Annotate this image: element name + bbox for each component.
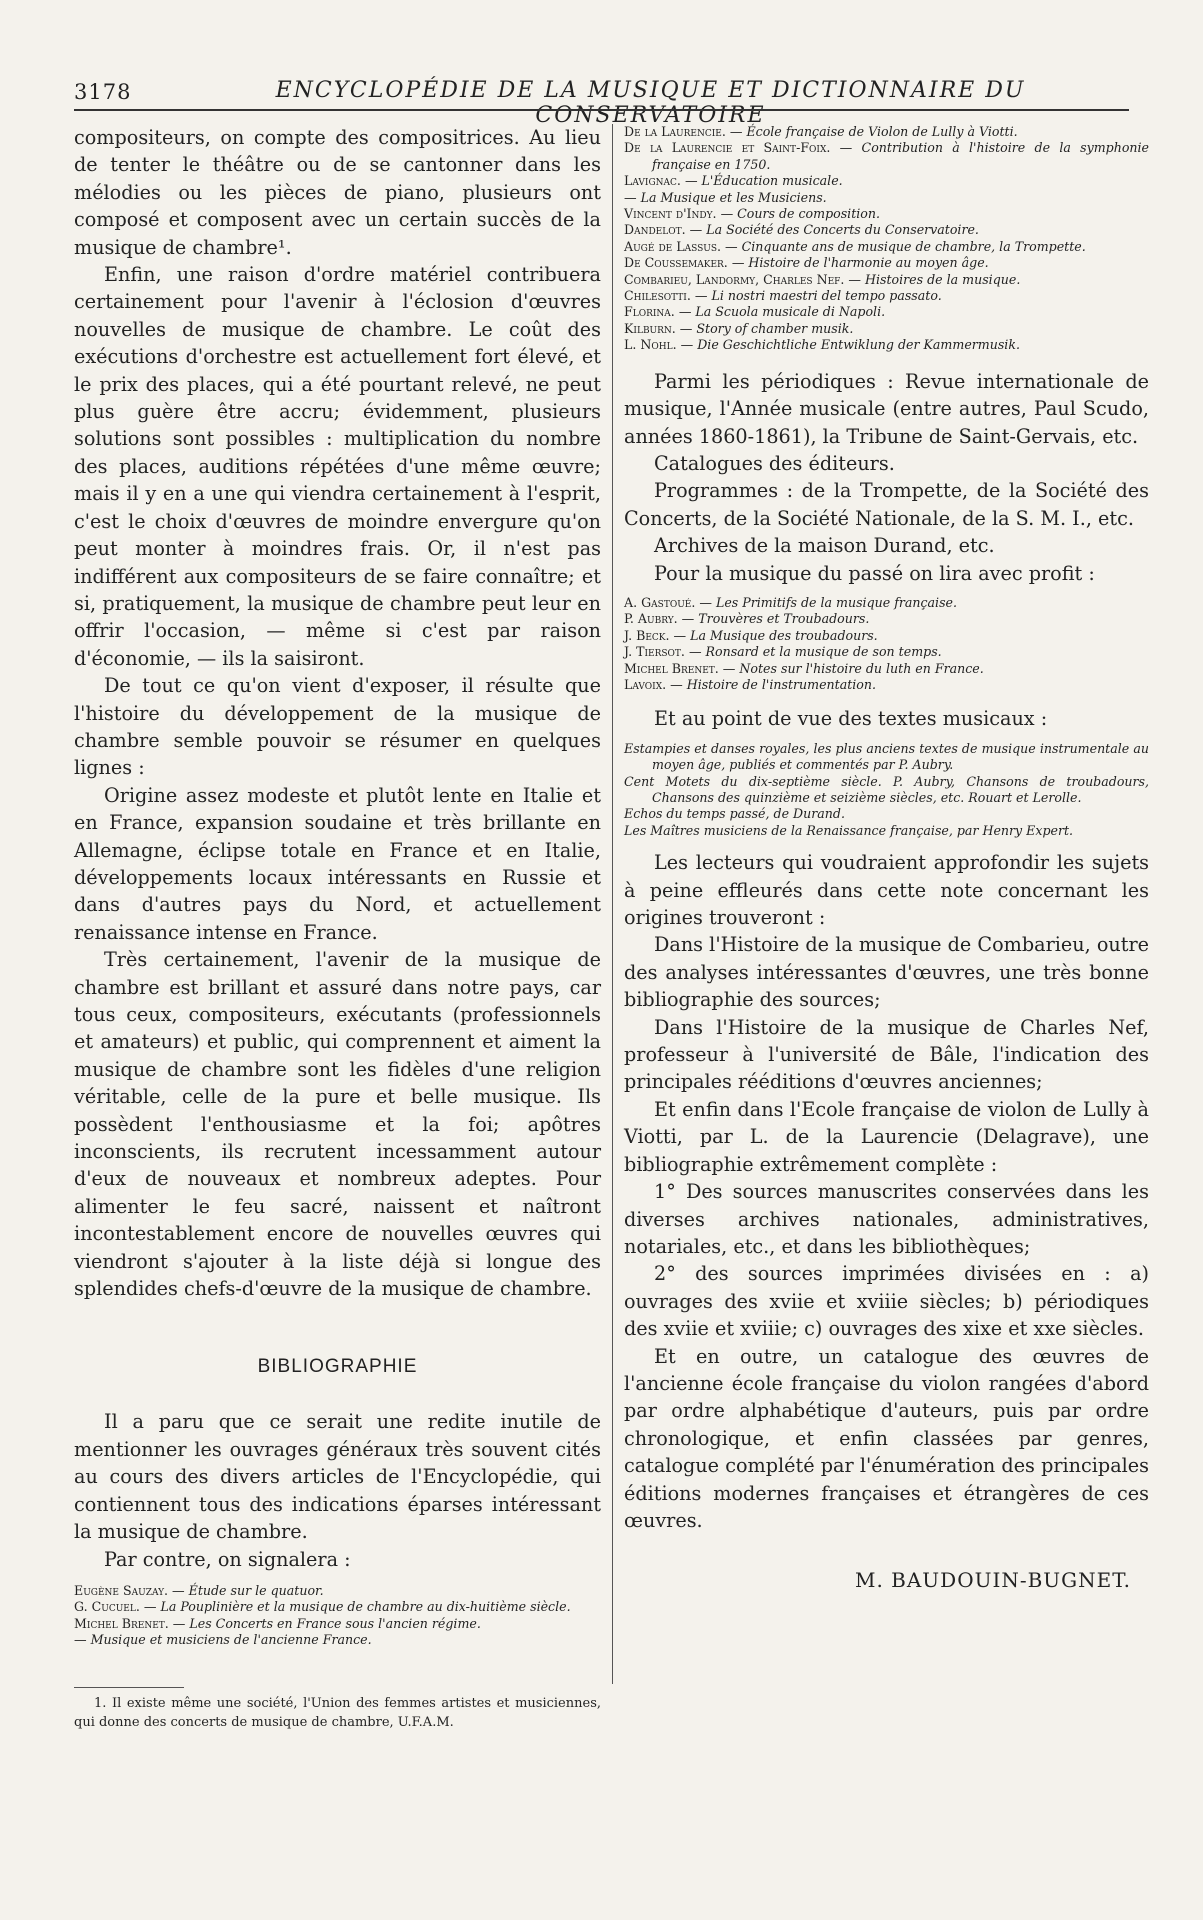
reference-work: Echos du temps passé, de Durand.	[624, 806, 845, 822]
reference-author: De la Laurencie.	[624, 124, 726, 139]
body-paragraph: Et en outre, un catalogue des œuvres de l'ancienne école française du violon rangées d'abord par ordre alphabétique d'auteurs, puis par ordre chronologique, et enfin classées par genres, catalogue complété par l'énumération des principales éditions modernes françaises et étrangères de ces œuvres.	[624, 1344, 1149, 1532]
reference-work: — Musique et musiciens de l'ancienne France.	[74, 1632, 372, 1648]
reference-item	[624, 774, 1149, 807]
biblio-intro: Il a paru que ce serait une redite inutile de mentionner les ouvrages généraux très souvent cités au cours des divers articles de l'Encyclopédie, qui contiennent tous des indications éparses intéressant la musique de chambre.	[74, 1410, 601, 1544]
reference-work: — Li nostri maestri del tempo passato.	[690, 288, 942, 304]
body-paragraph: 2° des sources imprimées divisées en : a) ouvrages des xviie et xviiie siècles; b) périodiques des xviie et xviiie; c) ouvrages des xixe et xxe siècles.	[624, 1262, 1149, 1341]
running-title: ENCYCLOPÉDIE DE LA MUSIQUE ET DICTIONNAIRE DU CONSERVATOIRE	[275, 78, 1026, 128]
reference-author: Lavignac.	[624, 173, 681, 189]
reference-author: Combarieu, Landormy, Charles Nef.	[624, 271, 845, 287]
reference-work: — Étude sur le quatuor.	[168, 1582, 324, 1598]
reference-item	[624, 611, 1149, 627]
reference-author: Vincent d'Indy.	[624, 206, 717, 222]
periodicals-paragraph: Parmi les périodiques : Revue internationale de musique, l'Année musicale (entre autres, Paul Scudo, années 1860-1861), la Tribune de Saint-Gervais, etc.	[624, 369, 1149, 448]
page-number: 3178	[74, 80, 132, 104]
reference-author: J. Beck.	[624, 627, 670, 643]
reference-item	[624, 173, 1149, 189]
reference-item	[624, 741, 1149, 774]
footnote: 1. Il existe même une société, l'Union des femmes artistes et musiciennes, qui donne des concerts de musique de chambre, U.F.A.M.	[74, 1695, 601, 1730]
section-title: BIBLIOGRAPHIE	[257, 1356, 418, 1378]
reference-work: — La Société des Concerts du Conservatoire.	[685, 222, 979, 238]
reference-author: Chilesotti.	[624, 288, 691, 304]
reference-item	[624, 628, 1149, 644]
reference-work: — Cinquante ans de musique de chambre, la Trompette.	[721, 238, 1086, 254]
reference-item	[624, 321, 1149, 337]
reference-item	[624, 304, 1149, 320]
reference-author: De Coussemaker.	[624, 255, 728, 271]
reference-item	[624, 806, 1149, 822]
reference-work: — Story of chamber musik.	[675, 320, 854, 336]
reference-author: G. Cucuel.	[74, 1599, 140, 1615]
reference-work: — Trouvères et Troubadours.	[677, 611, 870, 627]
reference-author: L. Nohl.	[624, 337, 677, 353]
reference-work: — La Musique et les Musiciens.	[624, 189, 827, 205]
reference-author: Dandelot.	[624, 222, 686, 238]
body-paragraph: Très certainement, l'avenir de la musique de chambre est brillant et assuré dans notre pays, car tous ceux, compositeurs, exécutants (professionnels et amateurs) et public, qui comprennent et aiment la musique de chambre sont les fidèles d'une religion véritable, celle de la pure et belle musique. Ils possèdent l'enthousiasme et la foi; apôtres inconscients, ils recrutent incessamment autour d'eux de nouveaux et nombreux adeptes. Pour alimenter le feu sacré, naissent et naîtront incontestablement encore de nouvelles œuvres qui viendront s'ajouter à la liste déjà si longue des splendides chefs-d'œuvre de la musique de chambre.	[74, 948, 601, 1301]
reference-list	[624, 595, 1149, 693]
reference-item	[624, 190, 1149, 206]
body-paragraph: Origine assez modeste et plutôt lente en Italie et en France, expansion soudaine et très brillante en Allemagne, éclipse totale en France et en Italie, développements locaux intéressants en Russie et dans d'autres pays du Nord, et actuellement renaissance intense en France.	[74, 783, 601, 944]
reference-item	[624, 222, 1149, 238]
body-paragraph: Dans l'Histoire de la musique de Charles Nef, professeur à l'université de Bâle, l'indication des principales rééditions d'œuvres anciennes;	[624, 1015, 1149, 1094]
reference-work: — La Pouplinière et la musique de chambre au dix-huitième siècle.	[139, 1599, 571, 1615]
reference-author: P. Aubry.	[624, 611, 678, 627]
reference-author: Florina.	[624, 304, 675, 320]
reference-author: Michel Brenet.	[74, 1615, 169, 1631]
reference-item	[624, 644, 1149, 660]
reference-work: — Histoire de l'instrumentation.	[666, 676, 876, 692]
footnote-rule	[74, 1687, 184, 1688]
left-column	[74, 124, 601, 1732]
reference-item	[624, 595, 1149, 611]
reference-work: — Les Primitifs de la musique française.	[695, 594, 958, 610]
reference-item	[74, 1616, 601, 1632]
reference-work: — Die Geschichtliche Entwiklung der Kammermusik.	[676, 337, 1020, 353]
reference-work: — La Musique des troubadours.	[669, 627, 878, 643]
body-paragraph: Et enfin dans l'Ecole française de violon de Lully à Viotti, par L. de la Laurencie (Delagrave), une bibliographie extrêmement complète :	[624, 1097, 1149, 1176]
reference-author: J. Tiersot.	[624, 644, 685, 660]
page-header	[74, 78, 1129, 128]
reference-work: — L'Éducation musicale.	[680, 173, 843, 189]
author-signature: M. BAUDOUIN-BUGNET.	[854, 1568, 1131, 1593]
reference-item	[624, 140, 1149, 173]
reference-work: Estampies et danses royales, les plus anciens textes de musique instrumentale au moyen âge, publiés et commentés par P. Aubry.	[624, 740, 1149, 773]
body-paragraph: compositeurs, on compte des compositrices. Au lieu de tenter le théâtre ou de se cantonner dans les mélodies ou les pièces de piano, plusieurs ont composé et composent avec un certain succès de la musique de chambre¹.	[74, 126, 601, 259]
reference-item	[624, 255, 1149, 271]
reference-item	[74, 1599, 601, 1615]
reference-work: — Histoires de la musique.	[844, 271, 1021, 287]
body-paragraph: Enfin, une raison d'ordre matériel contribuera certainement pour l'avenir à l'éclosion d'œuvres nouvelles de musique de chambre. Le coût des exécutions d'orchestre est actuellement fort élevé, et le prix des places, qui a été pourtant relevé, ne peut plus guère être accru; évidemment, plusieurs solutions sont possibles : multiplication du nombre des places, auditions répétées d'une même œuvre; mais il y en a une qui viendra certainement à l'esprit, c'est le choix d'œuvres de moindre envergure qu'on peut monter à moindres frais. Or, il n'est pas indifférent aux compositeurs de se faire connaître; et si, pratiquement, la musique de chambre peut leur en offrir l'occasion, — même si c'est par raison d'économie, — ils la saisiront.	[74, 263, 601, 670]
reference-author: De la Laurencie et Saint-Foix.	[624, 140, 831, 156]
column-divider	[612, 124, 613, 1684]
body-paragraph: De tout ce qu'on vient d'exposer, il résulte que l'histoire du développement de la musique de chambre semble pouvoir se résumer en quelques lignes :	[74, 674, 601, 780]
reference-author: Eugène Sauzay.	[74, 1582, 169, 1598]
reference-author: Augé de Lassus.	[624, 238, 722, 254]
reference-work: — Notes sur l'histoire du luth en France.	[718, 660, 984, 676]
reference-item	[74, 1583, 601, 1599]
archives-paragraph: Archives de la maison Durand, etc.	[654, 534, 995, 558]
reference-author: Kilburn.	[624, 320, 676, 336]
reference-item	[624, 124, 1149, 140]
reference-item	[74, 1632, 601, 1648]
reference-item	[624, 239, 1149, 255]
reference-work: — Histoire de l'harmonie au moyen âge.	[727, 255, 989, 271]
reference-item	[624, 337, 1149, 353]
reference-list	[624, 124, 1149, 354]
header-rule	[74, 109, 1129, 111]
programmes-paragraph: Programmes : de la Trompette, de la Société des Concerts, de la Société Nationale, de la S. M. I., etc.	[624, 479, 1149, 530]
texts-intro: Et au point de vue des textes musicaux :	[654, 707, 1048, 731]
reference-work: — Cours de composition.	[716, 206, 880, 222]
biblio-intro: Par contre, on signalera :	[104, 1547, 351, 1571]
reference-list	[624, 741, 1149, 839]
reference-author: Lavoix.	[624, 676, 667, 692]
catalogues-paragraph: Catalogues des éditeurs.	[654, 451, 895, 475]
reference-work: — La Scuola musicale di Napoli.	[674, 304, 886, 320]
body-paragraph: Les lecteurs qui voudraient approfondir les sujets à peine effleurés dans cette note concernant les origines trouveront :	[624, 851, 1149, 930]
reference-item	[624, 206, 1149, 222]
past-music-paragraph: Pour la musique du passé on lira avec profit :	[654, 561, 1095, 585]
right-column	[624, 124, 1149, 1592]
reference-work: — Les Concerts en France sous l'ancien régime.	[168, 1615, 481, 1631]
reference-work: — Ronsard et la musique de son temps.	[684, 644, 942, 660]
body-paragraph: 1° Des sources manuscrites conservées dans les diverses archives nationales, administratives, notariales, etc., et dans les bibliothèques;	[624, 1180, 1149, 1258]
reference-item	[624, 661, 1149, 677]
reference-work: Cent Motets du dix-septième siècle. P. Aubry, Chansons de troubadours, Chansons des quinzième et seizième siècles, etc. Rouart et Lerolle.	[624, 773, 1149, 805]
body-paragraph: Dans l'Histoire de la musique de Combarieu, outre des analyses intéressantes d'œuvres, une très bonne bibliographie des sources;	[624, 933, 1149, 1012]
reference-item	[624, 677, 1149, 693]
reference-item	[624, 288, 1149, 304]
reference-item	[624, 823, 1149, 839]
reference-work: Les Maîtres musiciens de la Renaissance française, par Henry Expert.	[624, 822, 1074, 838]
reference-author: A. Gastoué.	[624, 594, 696, 610]
reference-author: Michel Brenet.	[624, 660, 719, 676]
reference-list	[74, 1583, 601, 1649]
reference-work: — École française de Violon de Lully à Viotti.	[725, 124, 1018, 139]
reference-work: — Contribution à l'histoire de la symphonie française en 1750.	[652, 140, 1149, 172]
reference-item	[624, 272, 1149, 288]
